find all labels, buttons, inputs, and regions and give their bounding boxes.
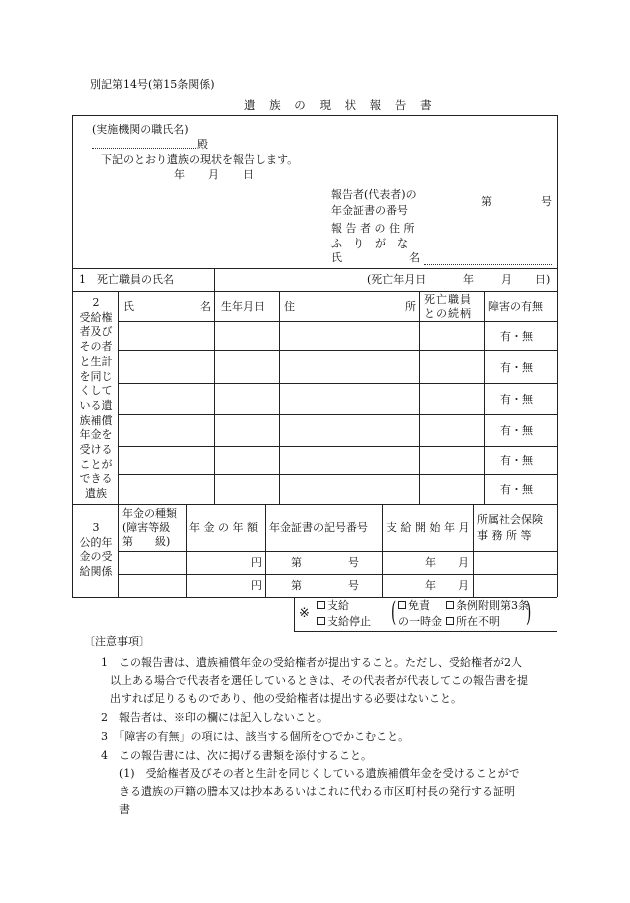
col-type-3: 第 級) xyxy=(122,535,171,548)
intro-text: 下記のとおり遺族の現状を報告します。 xyxy=(101,153,299,166)
note-line: 4 この報告書には、次に掲げる書類を添付すること。 xyxy=(101,749,372,762)
unknown-label: 所在不明 xyxy=(456,615,500,628)
col-name-1: 氏 xyxy=(123,300,134,313)
disability-cell: 有・無 xyxy=(500,393,533,406)
name-label-1: 氏 xyxy=(331,251,342,264)
pension-section-label: 3 公的年 金の受 給関係 xyxy=(79,521,113,578)
disability-cell: 有・無 xyxy=(500,330,533,343)
dono-label: 殿 xyxy=(197,138,208,151)
cert-suffix: 号 xyxy=(348,579,359,592)
note-line: 1 この報告書は、遺族補償年金の受給権者が提出すること。ただし、受給権者が2人 xyxy=(101,656,522,669)
note-line: (1) 受給権者及びその者と生計を同じくしている遺族補償年金を受けることがで xyxy=(119,767,520,780)
payment-stopped-label: 支給停止 xyxy=(327,615,371,628)
agency-label: (実施機関の職氏名) xyxy=(92,123,189,136)
col-name-2: 名 xyxy=(200,300,211,313)
beneficiaries-section-label: 2 受給権 者及び その者 と生計 を同じ くして いる遺 族補償 年金を 受ける ことが できる 遺族 xyxy=(79,296,113,501)
name-dotline xyxy=(424,264,552,265)
cert-suffix: 号 xyxy=(348,556,359,569)
cert-prefix: 第 xyxy=(291,579,302,592)
col-disability: 障害の有無 xyxy=(488,300,543,313)
date-year: 年 xyxy=(174,168,185,181)
supplementary-label: 条例附則第3条 xyxy=(456,599,529,612)
col-office-2: 事 務 所 等 xyxy=(477,529,532,542)
note-line: 出すれば足りるものであり、他の受給権者は提出する必要はないこと。 xyxy=(110,692,462,705)
col-address-1: 住 xyxy=(284,300,295,313)
checkbox-exemption xyxy=(398,601,406,609)
checkbox-payment-stopped xyxy=(317,617,325,625)
death-date-label: (死亡年月日 xyxy=(367,273,427,286)
death-year: 年 xyxy=(463,273,474,286)
note-line: きる遺族の戸籍の謄本又は抄本あるいはこれに代わる市区町村長の発行する証明 xyxy=(119,785,515,798)
agency-dotline xyxy=(92,148,196,149)
checkbox-supplementary xyxy=(446,601,454,609)
address-label: 報 告 者 の 住 所 xyxy=(331,222,415,235)
start-year: 年 xyxy=(425,556,436,569)
checkbox-payment xyxy=(317,601,325,609)
col-relation-2: との続柄 xyxy=(424,307,472,320)
col-amount: 年 金 の 年 額 xyxy=(189,521,258,534)
death-day: 日) xyxy=(535,273,551,286)
disability-cell: 有・無 xyxy=(500,424,533,437)
disability-cell: 有・無 xyxy=(500,361,533,374)
death-month: 月 xyxy=(501,273,512,286)
start-month: 月 xyxy=(458,556,469,569)
col-address-2: 所 xyxy=(405,300,416,313)
note-line: 2 報告者は、※印の欄には記入しないこと。 xyxy=(101,711,328,724)
pension-no-prefix: 第 xyxy=(481,195,492,208)
cert-prefix: 第 xyxy=(291,556,302,569)
bracket-left: ( xyxy=(391,597,397,628)
office-use-mark: ※ xyxy=(299,606,310,621)
col-relation-1: 死亡職員 xyxy=(424,293,472,306)
pension-label-2: 年金証書の番号 xyxy=(331,204,408,217)
name-label-2: 名 xyxy=(409,251,420,264)
checkbox-unknown xyxy=(446,617,454,625)
form-number: 別記第14号(第15条関係) xyxy=(90,78,215,91)
col-type-1: 年金の種類 xyxy=(122,507,177,520)
disability-cell: 有・無 xyxy=(500,483,533,496)
col-cert: 年金証書の記号番号 xyxy=(269,521,368,534)
col-start: 支 給 開 始 年 月 xyxy=(386,521,470,534)
start-year: 年 xyxy=(425,579,436,592)
note-line: 以上ある場合で代表者を選任しているときは、その代表者が代表してこの報告書を提 xyxy=(110,674,528,687)
page-title: 遺 族 の 現 状 報 告 書 xyxy=(244,98,437,112)
bracket-right: ) xyxy=(526,597,532,628)
payment-label: 支給 xyxy=(327,599,349,612)
note-line: 書 xyxy=(119,803,130,816)
pension-no-suffix: 号 xyxy=(541,195,552,208)
note-line: 3 「障害の有無」の項には、該当する個所を○でかこむこと。 xyxy=(101,730,410,743)
pension-label-1: 報告者(代表者)の xyxy=(331,188,417,201)
disability-cell: 有・無 xyxy=(500,454,533,467)
date-day: 日 xyxy=(243,168,254,181)
date-month: 月 xyxy=(208,168,219,181)
exemption-label: 免責 xyxy=(408,599,430,612)
yen-unit: 円 xyxy=(251,556,262,569)
start-month: 月 xyxy=(458,579,469,592)
deceased-name-label: 1 死亡職員の氏名 xyxy=(79,273,174,286)
furigana-label: ふ り が な xyxy=(331,237,408,250)
col-office-1: 所属社会保険 xyxy=(477,513,543,526)
col-type-2: (障害等級 xyxy=(122,521,171,534)
yen-unit: 円 xyxy=(251,579,262,592)
col-birth: 生年月日 xyxy=(221,300,265,313)
lump-sum-label: の一時金 xyxy=(398,615,442,628)
notes-heading: 〔注意事項〕 xyxy=(84,635,150,648)
